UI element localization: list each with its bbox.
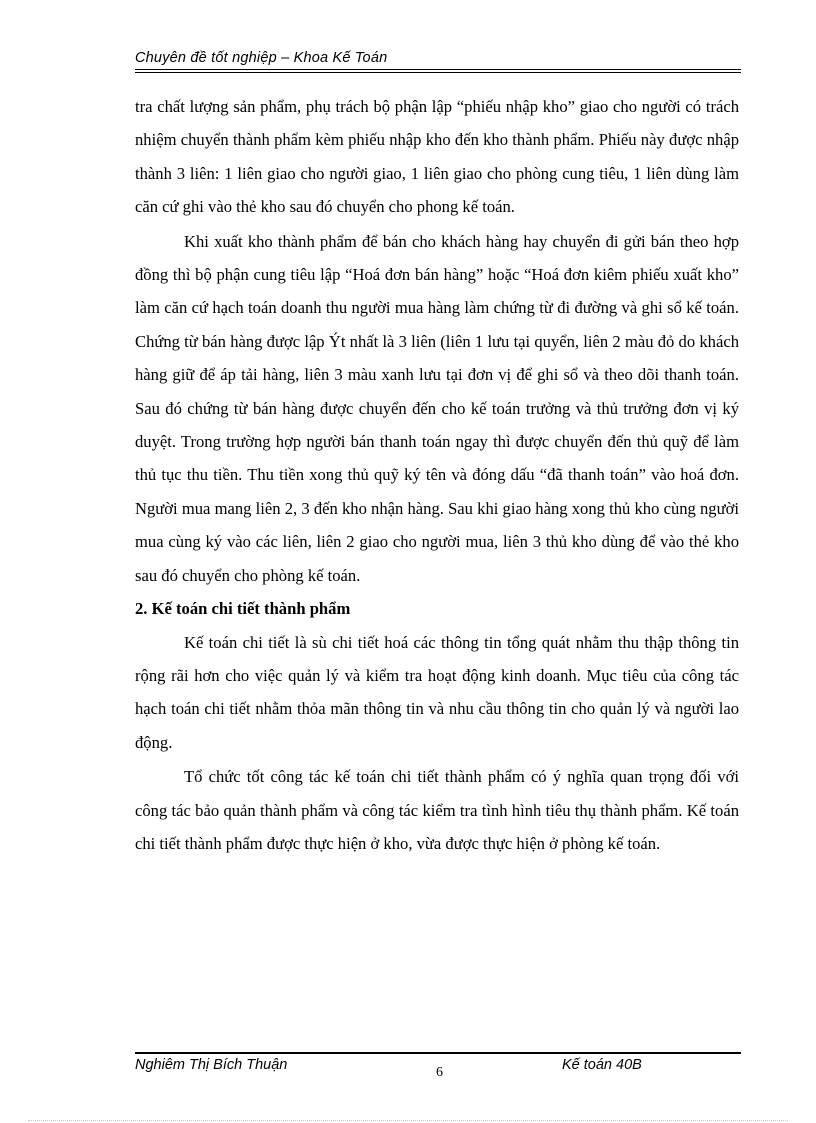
page-footer (135, 1056, 741, 1086)
page-number: 6 (436, 1065, 443, 1080)
paragraph-sales-invoice: Khi xuất kho thành phẩm để bán cho khách hàng hay chuyển đi gửi bán theo hợp đồng thì bộ phận cung tiêu lập “Hoá đơn bán hàng” hoặc “Hoá đơn kiêm phiếu xuất kho” làm căn cứ hạch toán doanh thu người mua hàng làm chứng từ đi đường và ghi sổ kế toán. Chứng từ bán hàng được lập Ýt nhất là 3 liên (liên 1 lưu tại quyển, liên 2 màu đỏ do khách hàng giữ để áp tải hàng, liên 3 màu xanh lưu tại đơn vị để ghi sổ và theo dõi thanh toán. Sau đó chứng từ bán hàng được chuyển đến cho kế toán trưởng và thủ trưởng đơn vị ký duyệt. Trong trường hợp người bán thanh toán ngay thì được chuyển đến thủ quỹ để làm thủ tục thu tiền. Thu tiền xong thủ quỹ ký tên và đóng dấu “đã thanh toán” vào hoá đơn. Người mua mang liên 2, 3 đến kho nhận hàng. Sau khi giao hàng xong thủ kho cùng người mua cùng ký vào các liên, liên 2 giao cho người mua, liên 3 thủ kho dùng để vào thẻ kho sau đó chuyển cho phòng kế toán. (135, 231, 739, 585)
paragraph-organization: Tổ chức tốt công tác kế toán chi tiết thành phẩm có ý nghĩa quan trọng đối với công tác bảo quản thành phẩm và công tác kiểm tra tình hình tiêu thụ thành phẩm. Kế toán chi tiết thành phẩm được thực hiện ở kho, vừa được thực hiện ở phòng kế toán. (135, 767, 739, 853)
header-double-rule (135, 69, 741, 73)
paragraph-detail-accounting: Kế toán chi tiết là sù chi tiết hoá các thông tin tổng quát nhằm thu thập thông tin rộng rãi hơn cho việc quản lý và kiểm tra hoạt động kinh doanh. Mục tiêu của công tác hạch toán chi tiết nhằm thỏa mãn thông tin và nhu cầu thông tin cho quản lý và người lao động. (135, 632, 739, 752)
paragraph-continuation: tra chất lượng sản phẩm, phụ trách bộ phận lập “phiếu nhập kho” giao cho người có trách nhiệm chuyển thành phẩm kèm phiếu nhập kho đến kho thành phẩm. Phiếu này được nhập thành 3 liên: 1 liên giao cho người giao, 1 liên giao cho phòng cung tiêu, 1 liên dùng làm căn cứ ghi vào thẻ kho sau đó chuyển cho phong kế toán. (135, 97, 739, 217)
footer-author: Nghiêm Thị Bích Thuận (135, 1057, 288, 1073)
page-content (135, 90, 739, 860)
section-heading: 2. Kế toán chi tiết thành phẩm (135, 599, 351, 619)
header-title: Chuyên đề tốt nghiệp – Khoa Kế Toán (135, 50, 388, 66)
footer-class-name: Kế toán 40B (562, 1057, 642, 1073)
page-header (135, 49, 741, 67)
page-bottom-edge (28, 1120, 788, 1121)
footer-rule (135, 1052, 741, 1054)
